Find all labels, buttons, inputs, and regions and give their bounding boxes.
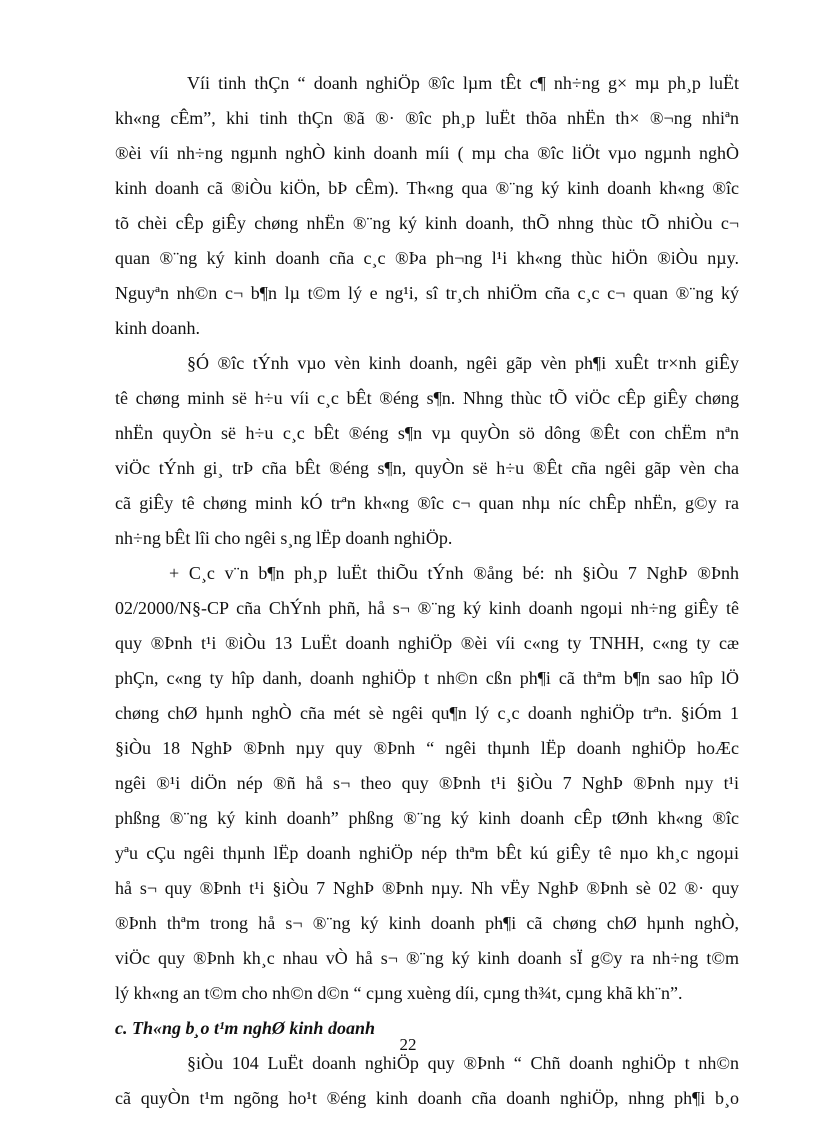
paragraph-2 bbox=[115, 346, 739, 556]
text-line: cã quyÒn t¹m ngõng ho¹t ®éng kinh doanh cña doanh nghiÖp, nhng ph¶i b¸o bbox=[115, 1088, 739, 1108]
text-line: §iÒu 104 LuËt doanh nghiÖp quy ®Þnh “ Chñ doanh nghiÖp t nh©n bbox=[187, 1053, 739, 1073]
document-page bbox=[115, 66, 739, 1116]
text-line: 02/2000/N§-CP cña ChÝnh phñ, hå s¬ ®¨ng ký kinh doanh ngoµi nh÷ng giÊy tê bbox=[115, 598, 739, 618]
text-line: ®Þnh thªm trong hå s¬ ®¨ng ký kinh doanh ph¶i cã chøng chØ hµnh nghÒ, bbox=[115, 913, 739, 933]
text-line: chøng chØ hµnh nghÒ cña mét sè ngêi qu¶n lý c¸c doanh nghiÖp trªn. §iÓm 1 bbox=[115, 703, 739, 723]
text-line: phÇn, c«ng ty hîp danh, doanh nghiÖp t nh©n cßn ph¶i cã thªm b¶n sao hîp lÖ bbox=[115, 668, 739, 688]
text-line: yªu cÇu ngêi thµnh lËp doanh nghiÖp nép thªm bÊt kú giÊy tê nµo kh¸c ngoµi bbox=[115, 843, 739, 863]
text-line: Víi tinh thÇn “ doanh nghiÖp ®îc lµm tÊt c¶ nh÷ng g× mµ ph¸p luËt bbox=[187, 73, 739, 93]
text-line: viÖc quy ®Þnh kh¸c nhau vÒ hå s¬ ®¨ng ký kinh doanh sÏ g©y ra nh÷ng t©m bbox=[115, 948, 739, 968]
text-line: tõ chèi cÊp giÊy chøng nhËn ®¨ng ký kinh doanh, thÕ nhng thùc tÕ nhiÒu c¬ bbox=[115, 213, 739, 233]
section-heading: c. Th«ng b¸o t¹m nghØ kinh doanh bbox=[115, 1018, 375, 1038]
text-line: lý kh«ng an t©m cho nh©n d©n “ cµng xuèng díi, cµng th¾t, cµng khã kh¨n”. bbox=[115, 983, 683, 1003]
text-line: Nguyªn nh©n c¬ b¶n lµ t©m lý e ng¹i, sî tr¸ch nhiÖm cña c¸c c¬ quan ®¨ng ký bbox=[115, 283, 739, 303]
paragraph-3 bbox=[115, 556, 739, 1011]
text-line: quan ®¨ng ký kinh doanh cña c¸c ®Þa ph¬ng l¹i kh«ng thùc hiÖn ®iÒu nµy. bbox=[115, 248, 739, 268]
text-line: quy ®Þnh t¹i ®iÒu 13 LuËt doanh nghiÖp ®èi víi c«ng ty TNHH, c«ng ty cæ bbox=[115, 633, 739, 653]
text-line: kh«ng cÊm”, khi tinh thÇn ®ã ®· ®îc ph¸p luËt thõa nhËn th× ®¬ng nhiªn bbox=[115, 108, 739, 128]
text-line: viÖc tÝnh gi¸ trÞ cña bÊt ®éng s¶n, quyÒn së h÷u ®Êt cña ngêi gãp vèn cha bbox=[115, 458, 739, 478]
text-line: nh÷ng bÊt lîi cho ngêi s¸ng lËp doanh nghiÖp. bbox=[115, 528, 453, 548]
text-line: cã giÊy tê chøng minh kÓ trªn kh«ng ®îc c¬ quan nhµ níc chÊp nhËn, g©y ra bbox=[115, 493, 739, 513]
text-line: nhËn quyÒn së h÷u c¸c bÊt ®éng s¶n vµ quyÒn sö dông ®Êt con chËm nªn bbox=[115, 423, 739, 443]
text-line: ngêi ®¹i diÖn nép ®ñ hå s¬ theo quy ®Þnh t¹i §iÒu 7 NghÞ ®Þnh nµy t¹i bbox=[115, 773, 739, 793]
text-line: kinh doanh cã ®iÒu kiÖn, bÞ cÊm). Th«ng qua ®¨ng ký kinh doanh kh«ng ®îc bbox=[115, 178, 739, 198]
text-line: phßng ®¨ng ký kinh doanh” phßng ®¨ng ký kinh doanh cÊp tØnh kh«ng ®îc bbox=[115, 808, 739, 828]
text-line: §Ó ®îc tÝnh vµo vèn kinh doanh, ngêi gãp vèn ph¶i xuÊt tr×nh giÊy bbox=[187, 353, 739, 373]
text-line: tê chøng minh së h÷u víi c¸c bÊt ®éng s¶n. Nhng thùc tÕ viÖc cÊp giÊy chøng bbox=[115, 388, 739, 408]
paragraph-1 bbox=[115, 66, 739, 346]
text-line: + C¸c v¨n b¶n ph¸p luËt thiÕu tÝnh ®ång bé: nh §iÒu 7 NghÞ ®Þnh bbox=[169, 563, 739, 583]
text-line: ®èi víi nh÷ng ngµnh nghÒ kinh doanh míi ( mµ cha ®îc liÖt vµo ngµnh nghÒ bbox=[115, 143, 739, 163]
text-line: kinh doanh. bbox=[115, 318, 200, 338]
paragraph-4 bbox=[115, 1046, 739, 1116]
page-number: 22 bbox=[399, 1035, 417, 1054]
text-line: hå s¬ quy ®Þnh t¹i §iÒu 7 NghÞ ®Þnh nµy. Nh vËy NghÞ ®Þnh sè 02 ®· quy bbox=[115, 878, 739, 898]
text-line: §iÒu 18 NghÞ ®Þnh nµy quy ®Þnh “ ngêi thµnh lËp doanh nghiÖp hoÆc bbox=[115, 738, 739, 758]
